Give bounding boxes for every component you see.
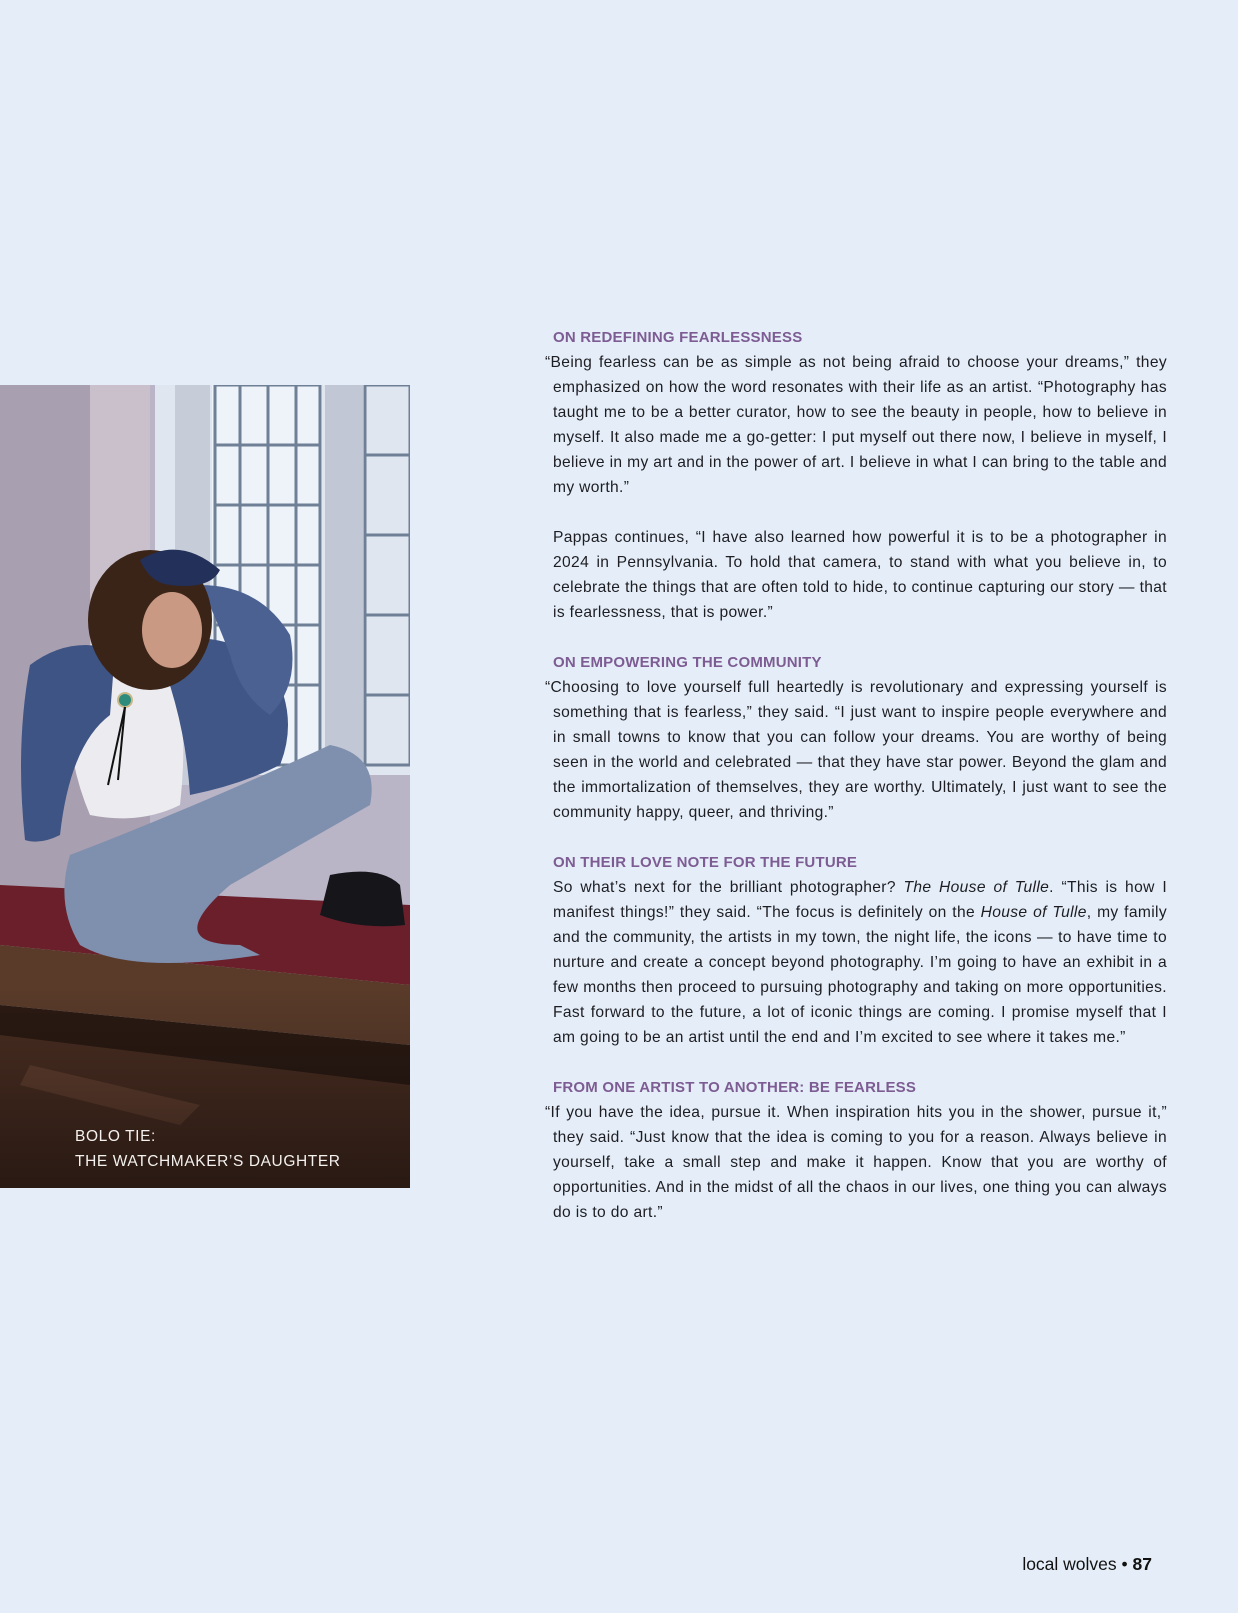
section-empowering-community: [544, 650, 1167, 825]
publication-name: local wolves: [1022, 1554, 1117, 1574]
paragraph: So what’s next for the brilliant photographer? The House of Tulle. “This is how I manifest things!” they said. “The focus is definitely on the House of Tulle, my family and the community, the artists in my town, the night life, the icons — to have time to nurture and create a concept beyond photography. I’m going to have an exhibit in a few months then proceed to pursuing photography and taking on more opportunities. Fast forward to the future, a lot of iconic things are coming. I promise myself that I am going to be an artist until the end and I’m excited to see where it takes me.”: [553, 879, 1168, 1046]
caption-line-2: THE WATCHMAKER’S DAUGHTER: [75, 1153, 341, 1170]
section-heading: FROM ONE ARTIST TO ANOTHER: BE FEARLESS: [553, 1079, 917, 1096]
paragraph: “If you have the idea, pursue it. When inspiration hits you in the shower, pursue it,” they said. “Just know that the idea is coming to you for a reason. Always believe in yourself, take a small step and make it happen. Know that you are worthy of opportunities. And in the midst of all the chaos in our lives, one thing you can always do is to do art.”: [545, 1104, 1167, 1221]
portrait-photo: [0, 385, 410, 1188]
paragraph: “Being fearless can be as simple as not being afraid to choose your dreams,” they emphasized on how the word resonates with their life as an artist. “Photography has taught me to be a better curator, how to see the beauty in people, how to believe in myself. It also made me a go-getter: I put myself out there now, I believe in myself, I believe in my art and in the power of art. I believe in what I can bring to the table and my worth.”: [545, 354, 1167, 496]
article-body: [544, 325, 1167, 1250]
book-title: House of Tulle: [980, 904, 1087, 921]
photo-caption: [75, 1124, 341, 1174]
page-number: 87: [1132, 1554, 1152, 1574]
section-heading: ON REDEFINING FEARLESSNESS: [553, 329, 803, 346]
section-heading: ON THEIR LOVE NOTE FOR THE FUTURE: [553, 854, 858, 871]
caption-line-1: BOLO TIE:: [75, 1128, 156, 1145]
book-title: The House of Tulle: [903, 879, 1050, 896]
section-be-fearless: [544, 1075, 1167, 1225]
section-love-note-future: [544, 850, 1167, 1050]
paragraph: Pappas continues, “I have also learned how powerful it is to be a photographer in 2024 in Pennsylvania. To hold that camera, to stand with what you believe in, to celebrate the things that are often told to hide, to continue capturing our story — that is fearlessness, that is power.”: [553, 529, 1167, 621]
section-redefining-fearlessness: [544, 325, 1167, 625]
section-heading: ON EMPOWERING THE COMMUNITY: [553, 654, 822, 671]
footer-separator: •: [1116, 1554, 1133, 1574]
portrait-illustration: [0, 385, 410, 1188]
page-footer: [1022, 1554, 1152, 1575]
paragraph: “Choosing to love yourself full heartedly is revolutionary and expressing yourself is something that is fearless,” they said. “I just want to inspire people everywhere and in small towns to know that you can follow your dreams. You are worthy of being seen in the world and celebrated — that they have star power. Beyond the glam and the immortalization of themselves, they are worthy. Ultimately, I just want to see the community happy, queer, and thriving.”: [545, 679, 1167, 821]
